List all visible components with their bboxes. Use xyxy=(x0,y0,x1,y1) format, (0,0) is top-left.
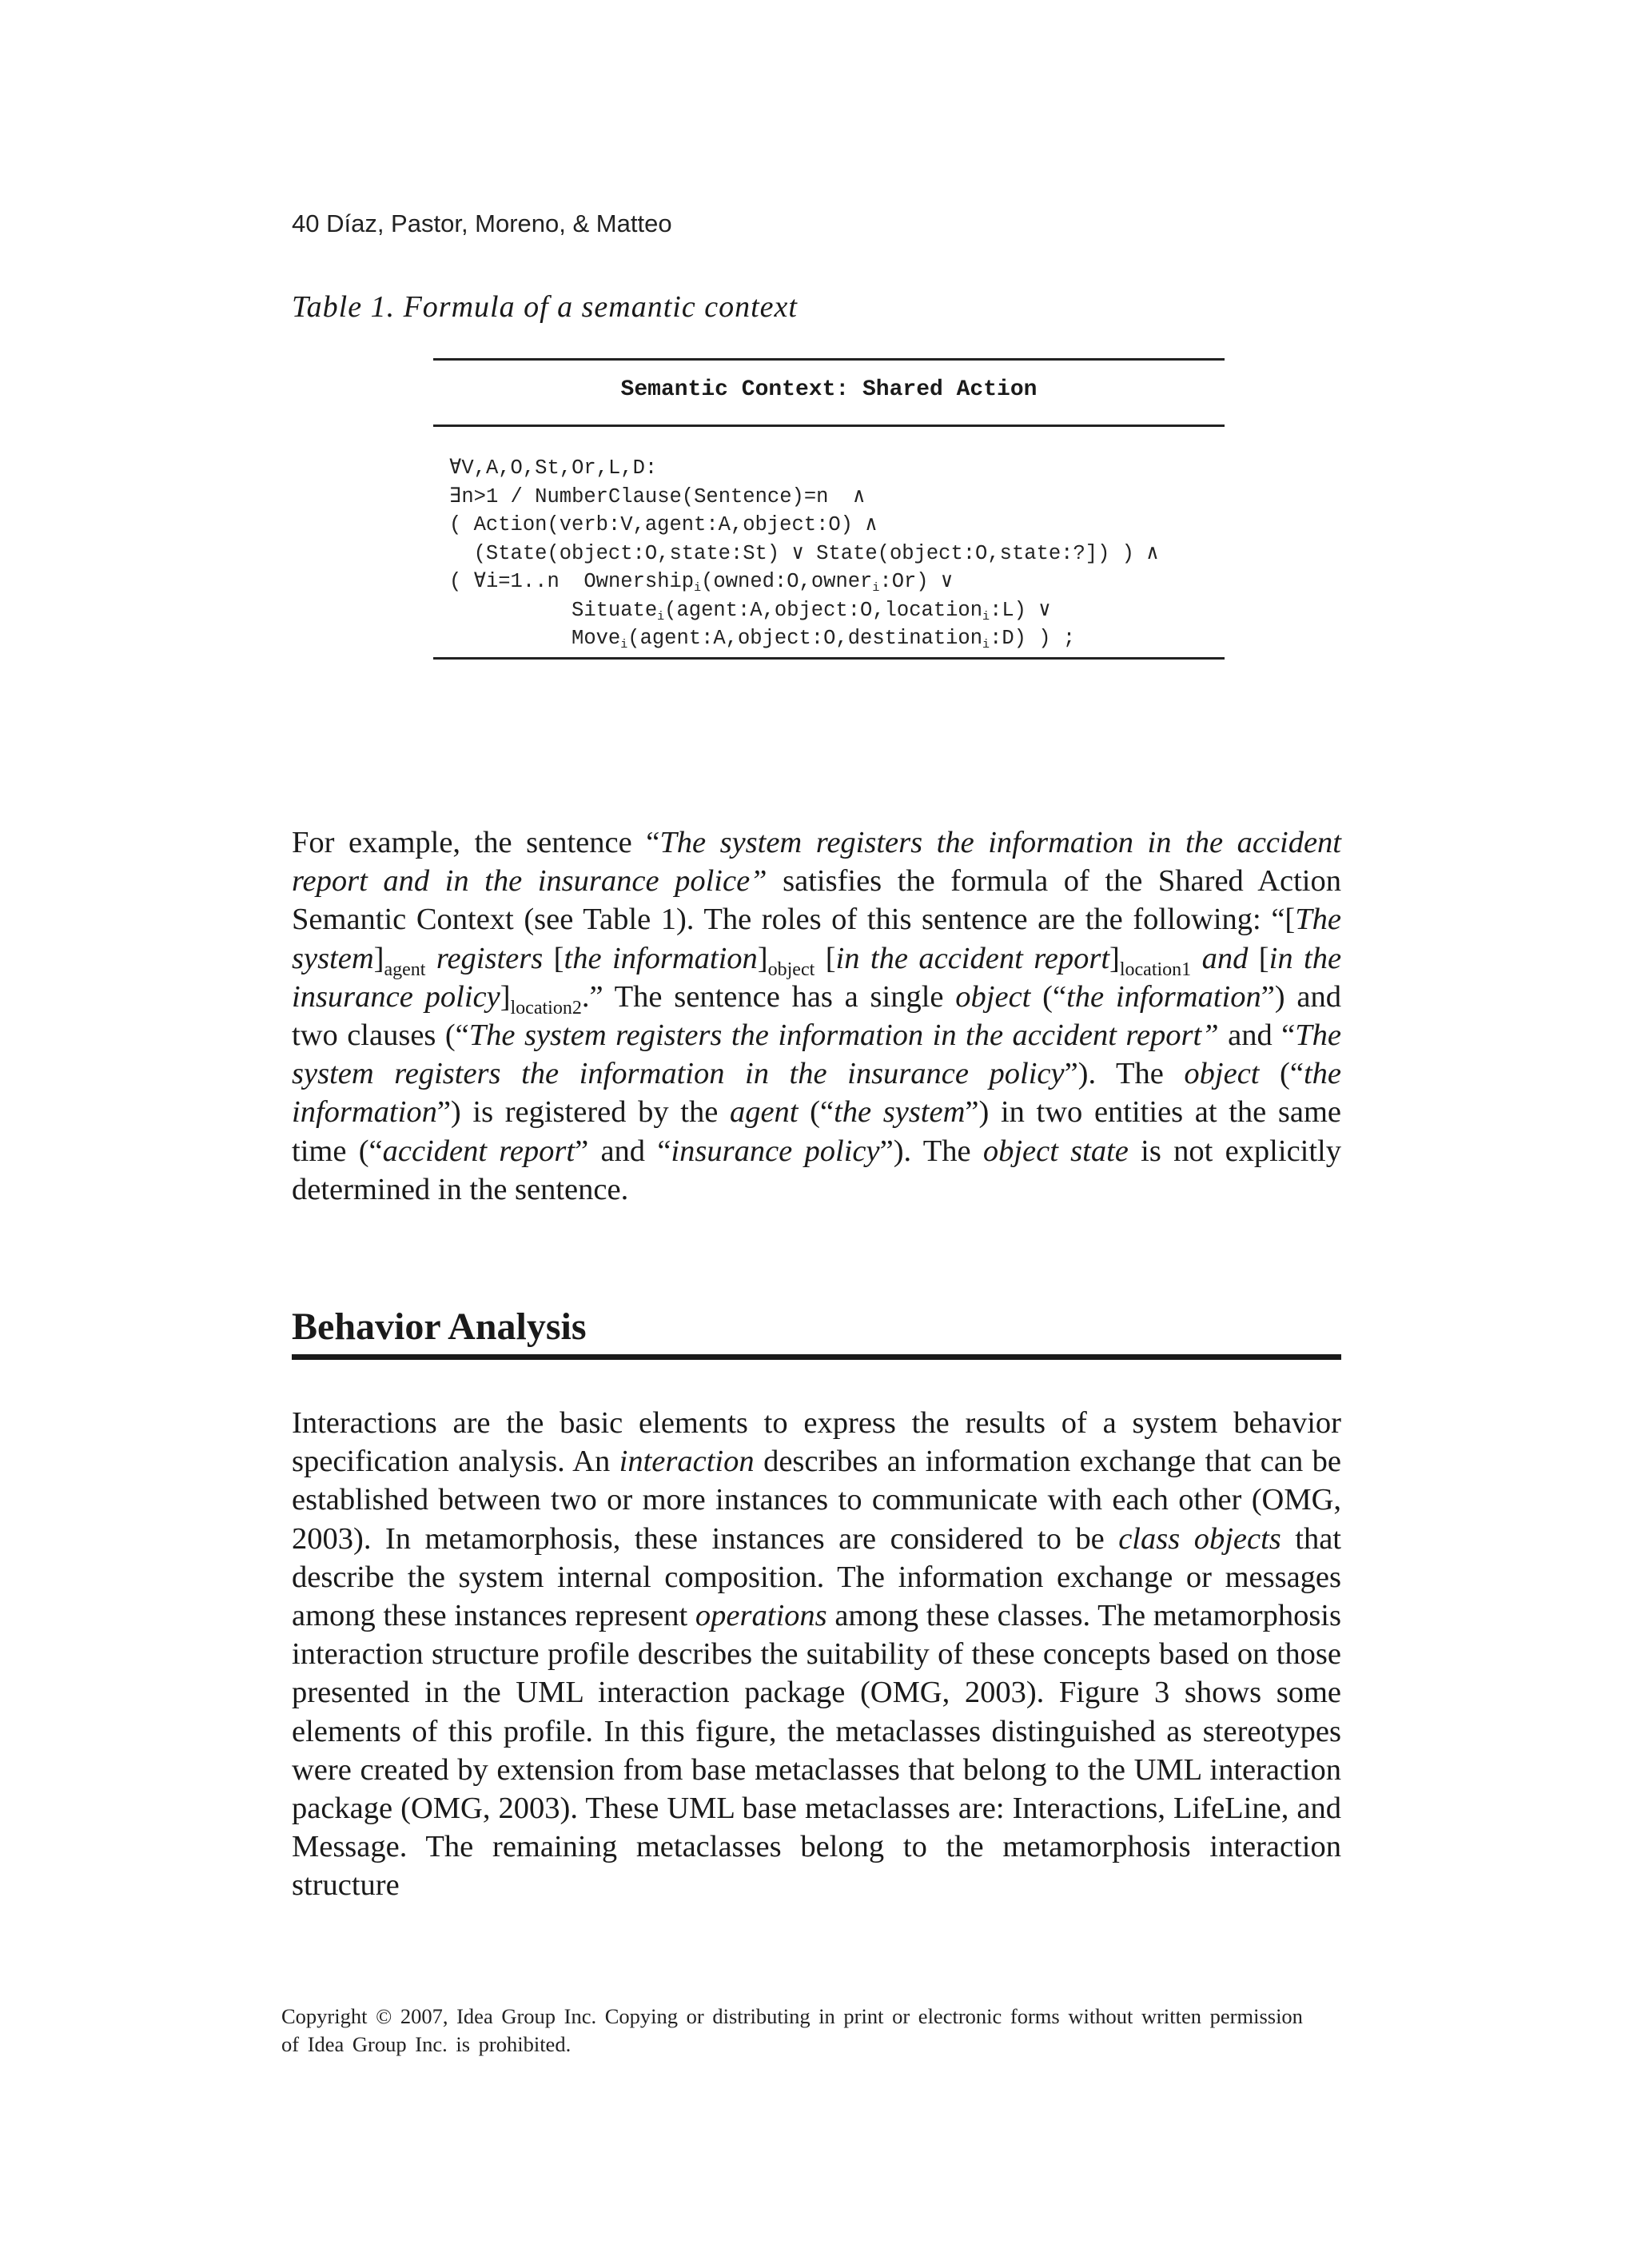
copyright-footer: Copyright © 2007, Idea Group Inc. Copying or distributing in print or electronic forms without written permission of Idea Group Inc. is prohibited. xyxy=(281,2004,1303,2056)
formula-line-5: ( ∀i=1..n Ownership$_i$(owned:O,owner$_i$:Or) ∨ xyxy=(449,570,954,595)
formula-line-3: ( Action(verb:V,agent:A,object:O) ∧ xyxy=(449,513,878,536)
table-header: Semantic Context: Shared Action xyxy=(620,377,1038,402)
formula-line-4: (State(object:O,state:St) ∨ State(object:O,state:?]) ) ∧ xyxy=(449,541,1159,565)
formula-line-1: ∀V,A,O,St,Or,L,D: xyxy=(449,456,658,480)
table-bottom-rule xyxy=(433,657,1225,660)
running-head: 40 Díaz, Pastor, Moreno, & Matteo xyxy=(292,209,672,237)
paragraph-behavior-analysis: Interactions are the basic elements to express the results of a system behavior specification analysis. An interaction describes an information exchange that can be established between two or more instances to communicate with each other (OMG, 2003). In metamorphosis, these instances are considered to be class objects that describe the system internal composition. The information exchange or messages among these instances represent operations among these classes. The metamorphosis interaction structure profile describes the suitability of these concepts based on those presented in the UML interaction package (OMG, 2003). Figure 3 shows some elements of this profile. In this figure, the metaclasses distinguished as stereotypes were created by extension from base metaclasses that belong to the UML interaction package (OMG, 2003). These UML base metaclasses are: Interactions, LifeLine, and Message. The remaining metaclasses belong to the metamorphosis interaction structure xyxy=(292,1406,1342,1903)
formula-line-7: Move$_i$(agent:A,object:O,destination$_i$:D) ) ; xyxy=(449,627,1076,652)
formula-line-2: ∃n>1 / NumberClause(Sentence)=n ∧ xyxy=(449,484,866,508)
table-caption: Table 1. Formula of a semantic context xyxy=(292,290,798,324)
section-heading: Behavior Analysis xyxy=(292,1305,587,1348)
paragraph-example: For example, the sentence “The system registers the information in the accident report and in the insurance police” satisfies the formula of the Shared Action Semantic Context (see Table 1). The roles of this sentence are the following: “[The $system]_{agent}$ registers [the $information]_{object}$ [in the accident $report]_{location1}$ and [in the insurance $policy]_{location2}$.” The sentence has a single object (“the information”) and two clauses (“The system registers the information in the accident report” and “The system registers the information in the insurance policy”). The object (“the information”) is registered by the agent (“the system”) in two entities at the same time (“accident report” and “insurance policy”). The object state is not explicitly determined in the sentence. xyxy=(292,826,1342,1206)
section-rule xyxy=(292,1354,1341,1360)
formula-line-6: Situate$_i$(agent:A,object:O,location$_i$:L) ∨ xyxy=(449,598,1051,624)
formula-block xyxy=(449,454,1159,653)
table-top-rule xyxy=(433,358,1225,361)
table-header-rule xyxy=(433,425,1225,427)
